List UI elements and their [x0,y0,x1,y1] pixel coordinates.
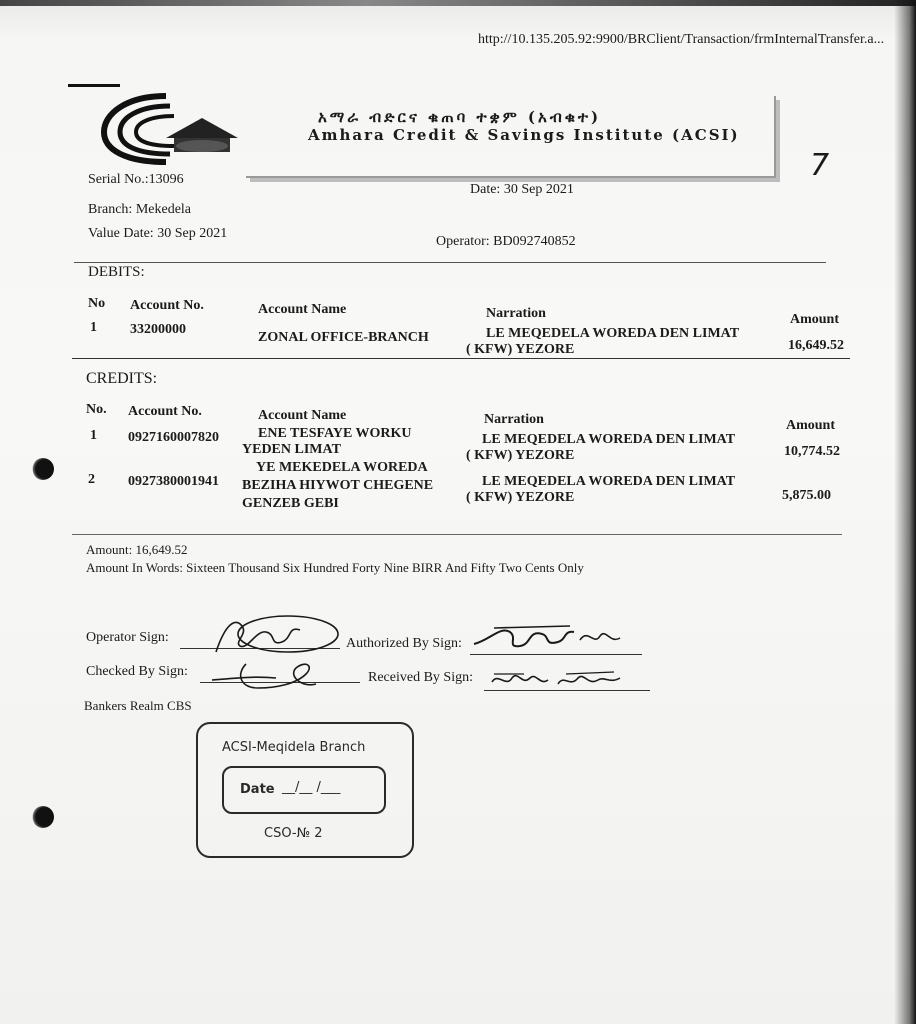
stamp-cso: CSO-№ 2 [264,826,323,841]
org-name-english: Amhara Credit & Savings Institute (ACSI) [308,126,740,144]
branch: Branch: Mekedela [88,202,192,217]
stamp-date-value: __/__ /___ [282,780,341,795]
received-sign-label: Received By Sign: [368,670,473,685]
serial-number: Serial No.:13096 [88,172,184,187]
debits-header-no: No [88,296,106,311]
punch-hole [32,458,54,480]
credit-account-name: YE MEKEDELA WOREDA [256,460,428,475]
debit-account-name: ZONAL OFFICE-BRANCH [258,330,429,345]
credit-account-name-cont: GENZEB GEBI [242,496,339,511]
credit-account-no: 0927160007820 [128,430,219,445]
page-mark: 7 [810,148,830,183]
stamp-date-label: Date [240,782,275,797]
debits-header-account-name: Account Name [258,302,347,317]
divider [74,262,826,263]
debit-narration-cont: ( KFW) YEZORE [466,342,575,357]
scan-right-edge [894,0,916,1024]
debit-amount: 16,649.52 [788,338,844,353]
credit-account-name-cont: YEDEN LIMAT [242,442,341,457]
debit-narration: LE MEQEDELA WOREDA DEN LIMAT [486,326,740,341]
operator-signature [196,612,346,660]
checked-signature [206,654,326,698]
credit-narration-cont: ( KFW) YEZORE [466,448,575,463]
credit-account-no: 0927380001941 [128,474,219,489]
credit-narration: LE MEQEDELA WOREDA DEN LIMAT [482,474,736,489]
branch-stamp [196,722,414,858]
stamp-date-box [222,766,386,814]
operator-id: Operator: BD092740852 [436,234,576,249]
acsi-logo-icon [96,88,246,168]
credits-header-account-no: Account No. [128,404,202,419]
transaction-date: Date: 30 Sep 2021 [470,182,574,197]
print-url: http://10.135.205.92:9900/BRClient/Transaction/frmInternalTransfer.a... [478,32,885,47]
debit-no: 1 [90,320,97,335]
checked-sign-label: Checked By Sign: [86,664,188,679]
credit-amount: 10,774.52 [784,444,840,459]
credit-amount: 5,875.00 [782,488,831,503]
received-signature [488,664,628,696]
credit-narration-cont: ( KFW) YEZORE [466,490,575,505]
punch-hole [32,806,54,828]
logo-dash [68,84,120,87]
debits-header-amount: Amount [790,312,840,327]
divider [72,358,850,359]
credits-header-narration: Narration [484,412,544,427]
divider [72,534,842,535]
credit-account-name: ENE TESFAYE WORKU [258,426,412,441]
debits-header-account-no: Account No. [130,298,204,313]
credits-header-no: No. [86,402,107,417]
credits-header-account-name: Account Name [258,408,347,423]
credit-account-name-cont: BEZIHA HIYWOT CHEGENE [242,478,434,493]
debits-header-narration: Narration [486,306,546,321]
authorized-signature [470,618,640,658]
system-name: Bankers Realm CBS [84,698,192,713]
debits-title: DEBITS: [88,264,145,280]
org-name-amharic: አማራ ብድርና ቁጠባ ተቋም (አብቁተ) [318,108,602,126]
operator-sign-label: Operator Sign: [86,630,169,645]
total-amount: Amount: 16,649.52 [86,542,188,557]
stamp-branch: ACSI-Meqidela Branch [222,740,366,755]
value-date: Value Date: 30 Sep 2021 [88,226,228,241]
scan-top-edge [0,0,916,6]
credits-title: CREDITS: [86,370,158,387]
credit-no: 2 [88,472,95,487]
authorized-sign-label: Authorized By Sign: [346,636,462,651]
credits-header-amount: Amount [786,418,836,433]
amount-in-words: Amount In Words: Sixteen Thousand Six Hundred Forty Nine BIRR And Fifty Two Cents Only [86,560,584,575]
debit-account-no: 33200000 [130,322,186,337]
credit-no: 1 [90,428,97,443]
credit-narration: LE MEQEDELA WOREDA DEN LIMAT [482,432,736,447]
